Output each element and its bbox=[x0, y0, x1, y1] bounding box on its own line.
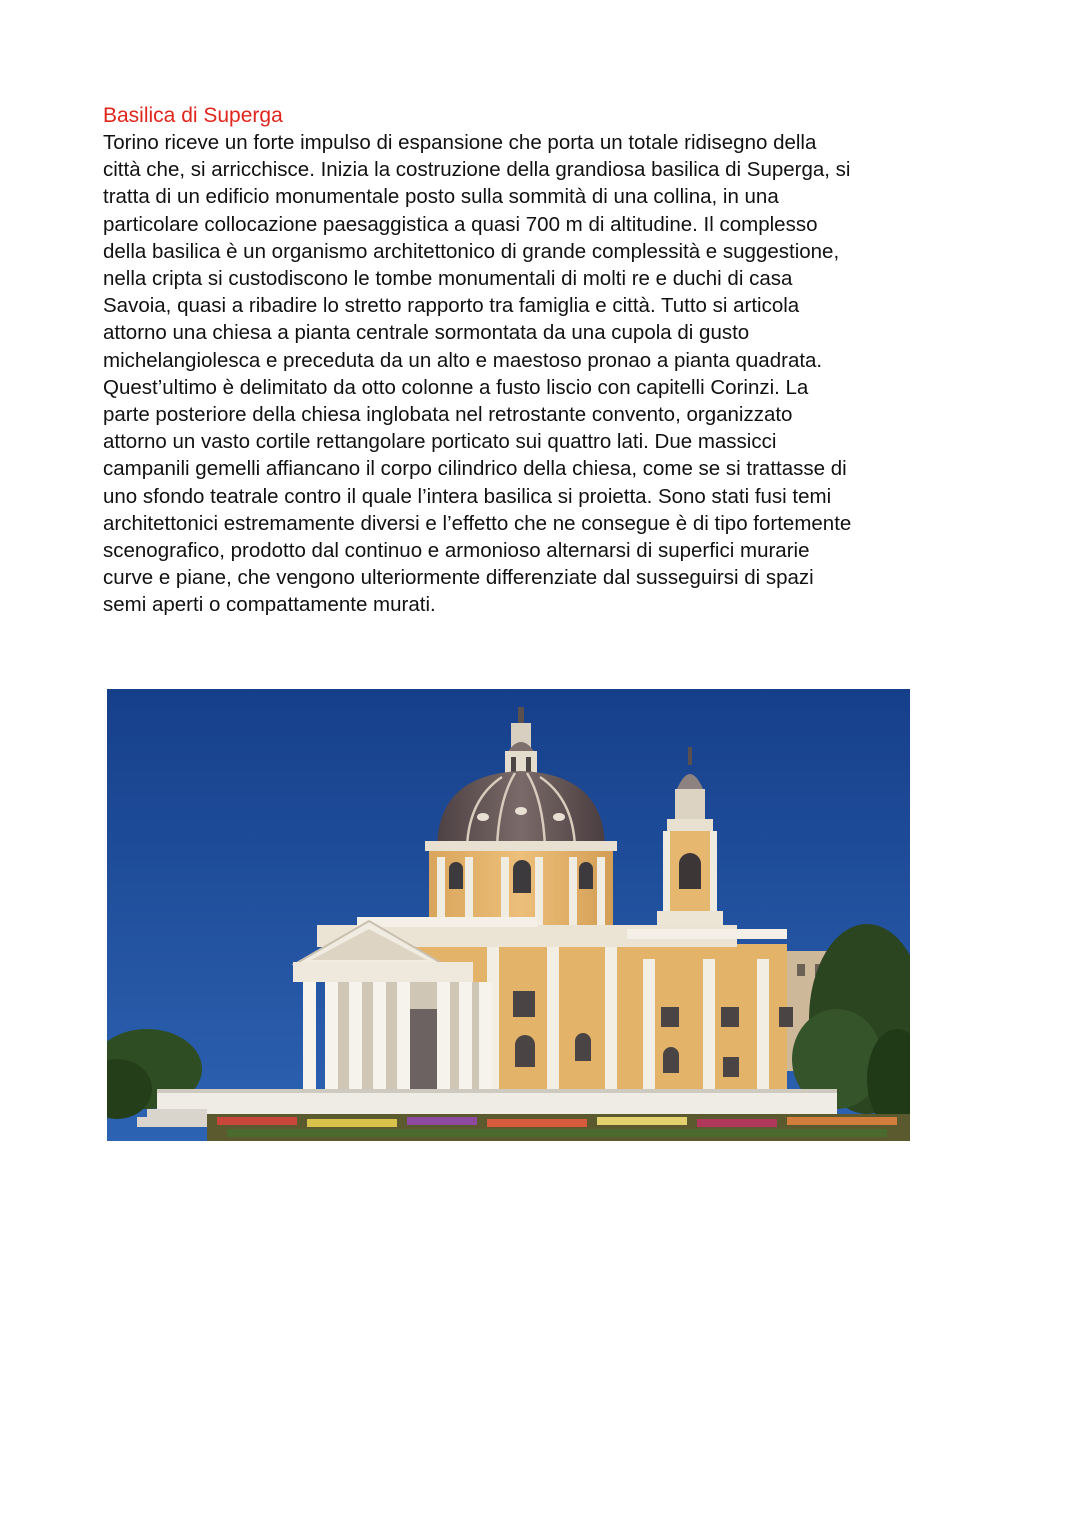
text-line: semi aperti o compattamente murati. bbox=[103, 593, 436, 617]
text-block bbox=[103, 102, 983, 619]
text-line: città che, si arricchisce. Inizia la costruzione della grandiosa basilica di Superga, si bbox=[103, 158, 851, 182]
text-line: curve e piane, che vengono ulteriormente differenziate dal susseguirsi di spazi bbox=[103, 566, 814, 590]
body-paragraph bbox=[103, 129, 983, 619]
text-line: particolare collocazione paesaggistica a quasi 700 m di altitudine. Il complesso bbox=[103, 212, 818, 236]
text-line: Torino riceve un forte impulso di espansione che porta un totale ridisegno della bbox=[103, 131, 817, 154]
basilica-photo bbox=[107, 689, 910, 1141]
portico-columns bbox=[303, 982, 492, 1094]
text-line: attorno una chiesa a pianta centrale sormontata da una cupola di gusto bbox=[103, 321, 750, 345]
text-line: michelangiolesca e preceduta da un alto e maestoso pronao a pianta quadrata. bbox=[103, 348, 823, 372]
steps bbox=[137, 1109, 217, 1127]
text-line: Savoia, quasi a ribadire lo stretto rapporto tra famiglia e città. Tutto si articola bbox=[103, 294, 800, 318]
text-line: parte posteriore della chiesa inglobata nel retrostante convento, organizzato bbox=[103, 403, 793, 427]
text-line: tratta di un edificio monumentale posto sulla sommità di una collina, in una bbox=[103, 185, 779, 209]
text-line: campanili gemelli affiancano il corpo cilindrico della chiesa, come se si trattasse di bbox=[103, 457, 847, 481]
text-line: scenografico, prodotto dal continuo e armonioso alternarsi di superfici murarie bbox=[103, 539, 810, 563]
text-line: nella cripta si custodiscono le tombe monumentali di molti re e duchi di casa bbox=[103, 267, 793, 291]
text-line: attorno un vasto cortile rettangolare porticato sui quattro lati. Due massicci bbox=[103, 430, 777, 454]
text-line: uno sfondo teatrale contro il quale l’intera basilica si proietta. Sono stati fusi temi bbox=[103, 484, 832, 508]
text-line: Quest’ultimo è delimitato da otto colonne a fusto liscio con capitelli Corinzi. La bbox=[103, 375, 809, 399]
text-line: della basilica è un organismo architettonico di grande complessità e suggestione, bbox=[103, 239, 840, 263]
text-line: architettonici estremamente diversi e l’effetto che ne consegue è di tipo fortemente bbox=[103, 511, 852, 535]
document-title: Basilica di Superga bbox=[103, 104, 283, 127]
